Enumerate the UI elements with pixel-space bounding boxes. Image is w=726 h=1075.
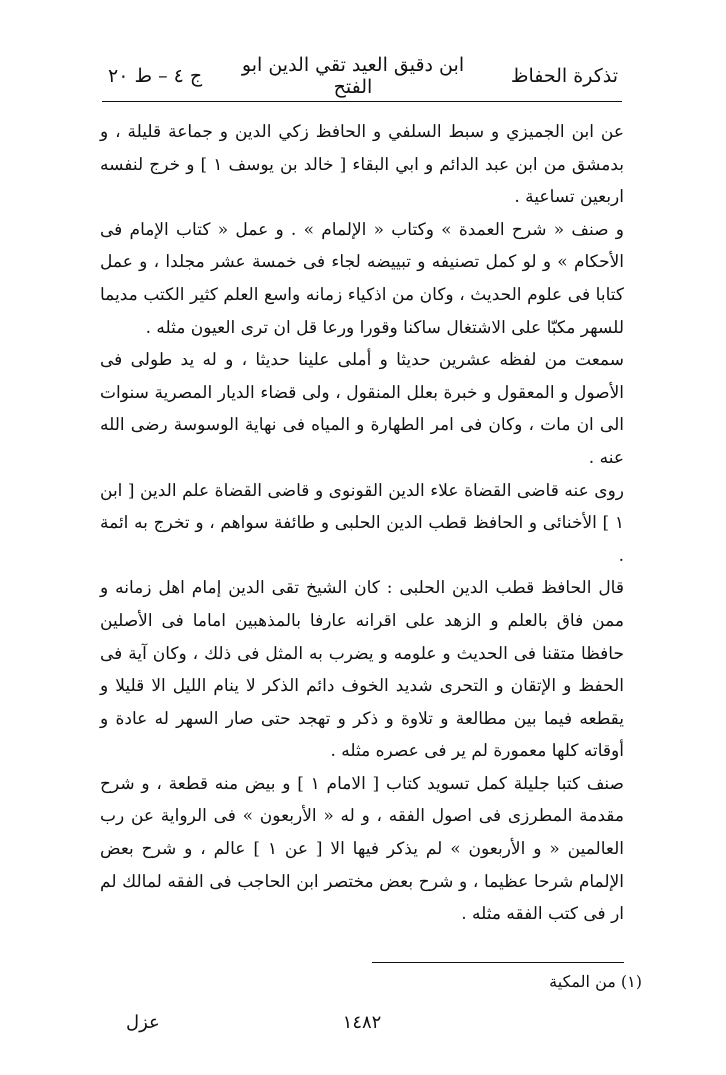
footnote: (١) من المكية (549, 972, 642, 991)
paragraph: صنف كتبا جليلة كمل تسويد كتاب [ الامام ١ ] و بيض منه قطعة ، و شرح مقدمة المطرزى فى اصول الفقه ، و له « الأربعون » فى الرواية عن رب العالمين « و الأربعون » لم يذكر فيها الا [ عن ١ ] عالم ، و شرح بعض الإلمام شرحا عظيما ، و شرح بعض مختصر ابن الحاجب فى الفقه لمالك لم ار فى كتب الفقه مثله . (100, 773, 624, 925)
paragraph: و صنف « شرح العمدة » وكتاب « الإلمام » . و عمل « كتاب الإمام فى الأحكام » و لو كمل تصنيفه و تبييضه لجاء فى خمسة عشر مجلدا ، و عمل كتابا فى علوم الحديث ، وكان من اذكياء زمانه واسع العلم كثير الكتب مديما للسهر مكبّا على الاشتغال ساكنا وقورا ورعا قل ان ترى العيون مثله . (100, 219, 624, 338)
paragraph: قال الحافظ قطب الدين الحلبى : كان الشيخ تقى الدين إمام اهل زمانه و ممن فاق بالعلم و الزهد على اقرانه عارفا بالمذهبين اماما فى الأصلين حافظا متقنا فى الحديث و علومه و يضرب به المثل فى ذلك ، وكان آية فى الحفظ و الإتقان و التحرى شديد الخوف دائم الذكر لا ينام الليل الا قليلا و يقطعه فيما بين مطالعة و تلاوة و ذكر و تهجد حتى صار السهر له عادة و أوقاته كلها معمورة لم ير فى عصره مثله . (100, 578, 624, 762)
header-subject: ابن دقيق العيد تقي الدين ابو الفتح (241, 54, 465, 98)
paragraph: عن ابن الجميزي و سبط السلفي و الحافظ زكي الدين و جماعة قليلة ، و بدمشق من ابن عبد الدائم و ابي البقاء [ خالد بن يوسف ١ ] و خرج لنفسه اربعين تساعية . (100, 122, 624, 208)
volume-page-marker: ج ٤ – ط ٢٠ (108, 65, 203, 87)
paragraph: سمعت من لفظه عشرين حديثا و أملى علينا حديثا ، و له يد طولى فى الأصول و المعقول و خبرة بعلل المنقول ، ولى قضاء الديار المصرية سنوات الى ان مات ، وكان فى امر الطهارة و المياه فى نهاية الوسوسة رضى الله عنه . (100, 350, 624, 468)
page-number: ١٤٨٢ (342, 1012, 382, 1033)
book-title: تذكرة الحفاظ (510, 65, 618, 87)
footnote-divider (372, 962, 624, 963)
paragraph: روى عنه قاضى القضاة علاء الدين القونوى و قاضى القضاة علم الدين [ ابن ١ ] الأخنائى و الحافظ قطب الدين الحلبى و طائفة سواهم ، و تخرج به ائمة . (100, 480, 624, 566)
page-footer (100, 1012, 624, 1042)
header-divider (102, 101, 622, 102)
main-text (100, 116, 624, 931)
running-header (108, 56, 618, 96)
signature-mark: عزل (126, 1012, 160, 1033)
